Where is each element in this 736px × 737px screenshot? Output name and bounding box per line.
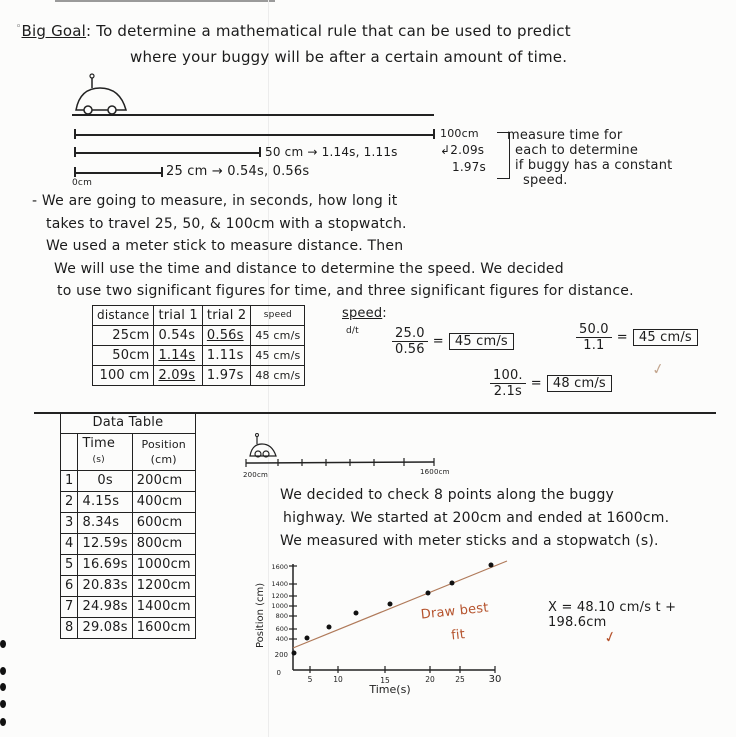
goal-line-2: where your buggy will be after a certain amount of time. [130,48,568,66]
method-paragraph: - We are going to measure, in seconds, how long it takes to travel 25, 50, & 100cm with a stopwatch. We used a meter stick to measure distance. Then We will use the time and distance to determine the speed. We decided to use two significant figures for time, and three significant figures for distance. [32,193,634,299]
speed-table-header: distance trial 1 trial 2 speed [93,306,305,326]
svg-text:30: 30 [488,674,502,685]
svg-text:1000: 1000 [271,602,288,610]
svg-text:15: 15 [380,676,390,685]
table-row: 2 4.15s 400cm [61,492,196,513]
table-row: 100 cm 2.09s 1.97s 48 cm/s [93,366,305,386]
start-label: 0cm [72,178,93,188]
teacher-annotation: Draw best fit [420,600,490,644]
table-row: 6 20.83s 1200cm [61,576,196,597]
speed-formula: d/t [346,326,359,336]
time-100-trial2: 1.97s [452,160,486,174]
calc-2: $\frac{50.0}{1.1}$ = 45 cm/s [576,322,698,353]
goal-line-1: ◦Big Goal: To determine a mathematical rule that can be used to predict [16,22,571,40]
goal-label: Big Goal [21,22,87,40]
table-row: 5 16.69s 1000cm [61,555,196,576]
table-row: 1 0s 200cm [61,471,196,492]
svg-text:20: 20 [425,675,435,684]
speed-calc-label: speed: [342,306,387,321]
equation: X = 48.10 cm/s t + 198.6cm [548,600,677,630]
svg-text:5: 5 [307,675,313,684]
bracket-note: measure time for each to determine if buggy has a constant speed. [507,128,673,188]
svg-text:1200: 1200 [271,592,288,600]
label-100cm: 100cm [440,127,479,140]
svg-text:25: 25 [455,675,465,684]
svg-text:Position (cm): Position (cm) [255,582,266,648]
buggy-icon [250,434,276,458]
buggy-icon [70,70,130,115]
spiral-binding [0,640,6,648]
check-mark-icon: ✓ [650,358,667,380]
time-100-trial1: ↲2.09s [440,143,485,157]
svg-text:1400: 1400 [271,580,288,588]
track-start-label: 200cm [243,471,269,479]
check-mark-icon: ✓ [601,626,619,648]
buggy-track-diagram [244,430,444,470]
table-row: 8 29.08s 1600cm [61,618,196,639]
svg-text:Time(s): Time(s) [369,683,411,696]
data-table-header: Time (s) Position (cm) [61,434,196,471]
track-line [72,114,434,116]
procedure-paragraph: We decided to check 8 points along the buggy highway. We started at 200cm and ended at 1600cm. We measured with meter sticks and a stopwatch (s). [280,487,670,549]
table-row: 3 8.34s 600cm [61,513,196,534]
label-25cm: 25 cm → 0.54s, 0.56s [166,164,310,179]
svg-text:800: 800 [275,612,288,620]
svg-text:0: 0 [276,669,281,677]
table-row: 25cm 0.54s 0.56s 45 cm/s [93,326,305,346]
table-row: 7 24.98s 1400cm [61,597,196,618]
calc-1: $\frac{25.0}{0.56}$ = 45 cm/s [392,326,514,357]
page-top-edge [55,0,275,2]
table-row: 4 12.59s 800cm [61,534,196,555]
track-end-label: 1600cm [420,468,450,476]
svg-text:600: 600 [275,625,288,633]
svg-text:10: 10 [333,675,343,684]
table-row: 50cm 1.14s 1.11s 45 cm/s [93,346,305,366]
goal-text-1: : To determine a mathematical rule that can be used to predict [86,22,571,40]
line-25cm [74,172,162,174]
svg-text:200: 200 [274,651,288,659]
speed-table [92,305,305,386]
calc-3: $\frac{100.}{2.1s}$ = 48 cm/s [490,368,612,399]
svg-text:400: 400 [275,635,288,643]
line-50cm [74,152,260,154]
line-100cm [74,134,434,136]
label-50cm: 50 cm → 1.14s, 1.11s [265,145,398,159]
svg-text:1600: 1600 [271,563,288,571]
data-table: Data Table Time (s) Position (cm) 1 0s 200cm 2 4.15s 400cm 3 8.34s 600cm 4 12.59s 800cm 5 16.69s 1000cm 6 20.83s 1200cm 7 24.98s 1400cm 8 29.08s 1600cm [60,413,196,639]
